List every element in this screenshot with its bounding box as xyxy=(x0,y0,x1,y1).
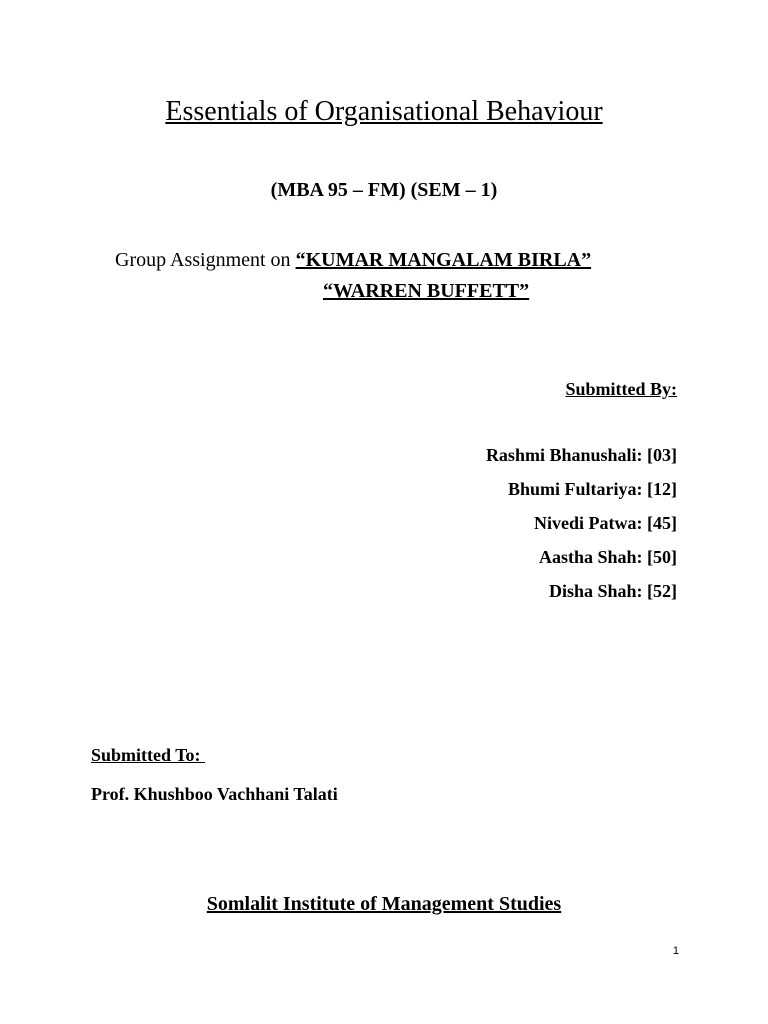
member-item: Disha Shah: [52] xyxy=(548,581,677,601)
assignment-prefix: Group Assignment on xyxy=(115,249,296,271)
institute-name: Somlalit Institute of Management Studies xyxy=(206,893,562,915)
member-item: Aastha Shah: [50] xyxy=(538,547,677,567)
page-number: 1 xyxy=(672,945,679,957)
member-list xyxy=(486,438,677,608)
member-item: Nivedi Patwa: [45] xyxy=(534,513,677,533)
assignment-topic-2: “WARREN BUFFETT” xyxy=(323,280,530,302)
submitted-to-heading: Submitted To: xyxy=(91,745,206,765)
professor-name: Prof. Khushboo Vachhani Talati xyxy=(91,784,338,804)
assignment-topic-1: “KUMAR MANGALAM BIRLA” xyxy=(295,249,592,271)
member-item: Rashmi Bhanushali: [03] xyxy=(485,445,677,465)
submitted-by-heading: Submitted By: xyxy=(565,379,677,399)
document-title: Essentials of Organisational Behaviour xyxy=(165,96,603,127)
course-subtitle: (MBA 95 – FM) (SEM – 1) xyxy=(270,179,498,201)
assignment-line xyxy=(115,246,591,274)
member-item: Bhumi Fultariya: [12] xyxy=(508,479,677,499)
